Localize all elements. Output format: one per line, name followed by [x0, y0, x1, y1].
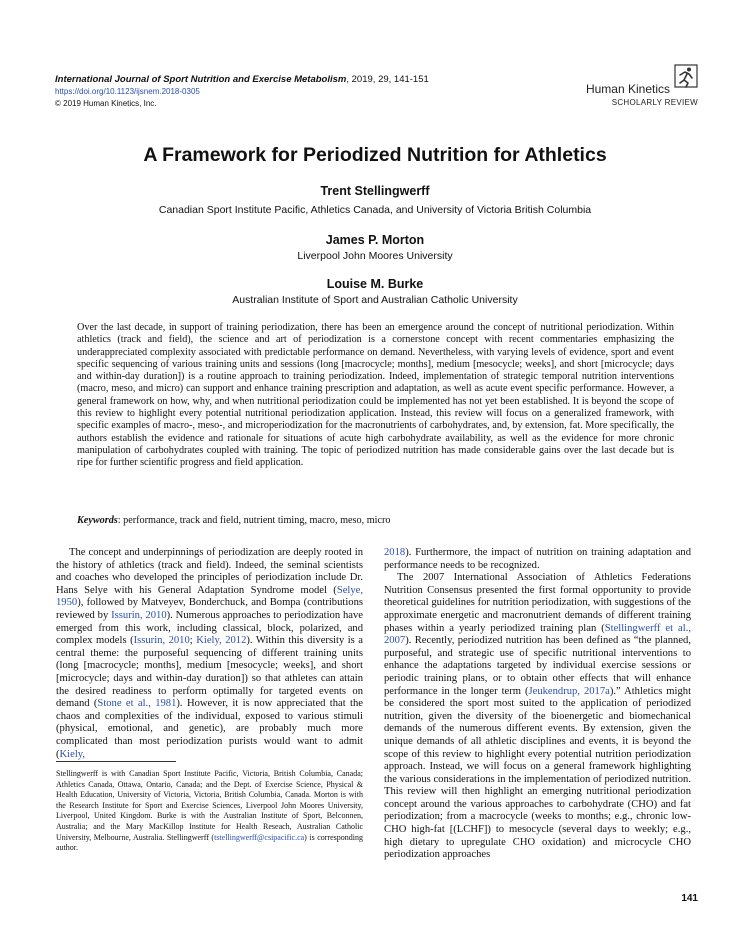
- author-affiliation: Liverpool John Moores University: [297, 250, 453, 262]
- text-run: ), followed by Matveyev, Bonderchuck, and Bompa (contributions reviewed by: [56, 597, 363, 621]
- author-affiliation: Canadian Sport Institute Pacific, Athletics Canada, and University of Victoria British Columbia: [158, 204, 592, 216]
- citation-link[interactable]: Kiely,: [59, 748, 86, 760]
- citation-link[interactable]: Stellingwerff et al., 2007: [384, 622, 691, 647]
- keywords-text: : performance, track and field, nutrient timing, macro, meso, micro: [117, 515, 391, 526]
- text-run: ). However, it is now appreciated that the chaos and complexities of the individual, exposed to various stimuli (physical, emotional, and genetic), are probably much more complicated than most periodization purists would want to admit (: [56, 698, 363, 760]
- citation-link[interactable]: Jeukendrup, 2017a: [528, 685, 610, 697]
- body-paragraph: [384, 547, 691, 572]
- citation-link[interactable]: 2018: [384, 547, 406, 558]
- body-paragraph: [56, 547, 363, 761]
- text-run: ). Recently, periodized nutrition has been defined as “the planned, purposeful, and strategic use of specific nutritional interventions to enhance the adaptations targeted by individual exercise sessions or periodic training plans, or to obtain other effects that will enhance performance in the longer term (: [384, 635, 691, 697]
- citation-link[interactable]: Selye, 1950: [56, 584, 363, 609]
- doi-link[interactable]: https://doi.org/10.1123/ijsnem.2018-0305: [55, 87, 200, 96]
- body-paragraph: [384, 572, 691, 862]
- keywords: [77, 515, 674, 526]
- author-name: James P. Morton: [325, 233, 425, 247]
- citation-link[interactable]: Issurin, 2010: [111, 609, 167, 621]
- footnote-rule: [56, 761, 176, 762]
- text-run: ) is corresponding author.: [56, 832, 363, 853]
- publisher-name: Human Kinetics: [585, 82, 670, 96]
- text-run: ). Numerous approaches to periodization have emerged from this work, including classical, block, polarized, and complex models (: [56, 609, 363, 647]
- citation-link[interactable]: Kiely, 2012: [196, 635, 247, 647]
- citation-link[interactable]: tstellingwerff@csipacific.ca: [214, 832, 305, 842]
- text-run: The concept and underpinnings of periodization are deeply rooted in the history of athletics (track and field). Indeed, the seminal scientists and coaches who developed the principles of periodization include Dr. Hans Selye with his General Adaptation Syndrome model (: [56, 547, 363, 596]
- text-run: ;: [189, 635, 197, 647]
- journal-volume: , 2019, 29, 141-151: [346, 74, 429, 85]
- abstract: Over the last decade, in support of training periodization, there has been an emergence around the concept of nutritional periodization. Within athletics (track and field), the science and art of periodization is a cornerstone concept with recent commentaries emphasizing the underappreciated complexity associated with predictable performance on demand. Nevertheless, with varying levels of evidence, sport and event specific sequencing of various training units and sessions (long [macrocycle; months], medium [mesocycle; weeks], and short [microcycle; days and within-day duration]) is a routine approach to training periodization. Indeed, implementation of strategic temporal nutrition interventions (macro, meso, and micro) can support and enhance training prescription and adaptation, as well as acute event specific performance. However, a general framework on how, why, and when nutritional periodization could be implemented has not yet been established. It is beyond the scope of this review to highlight every potential nutritional periodization application. Instead, this review will focus on a generalized framework, with specific examples of macro-, meso-, and microperiodization for the macronutrients of carbohydrates, and, by extension, fat. More specifically, the authors establish the evidence and rationale for situations of acute high carbohydrate availability, as well as the evidence for more chronic manipulation of carbohydrates coupled with training. The topic of periodized nutrition has made considerable gains over the last decade but is ripe for further scientific progress and field application.: [77, 322, 674, 469]
- journal-header: [55, 74, 429, 110]
- runner-logo-icon: [674, 64, 698, 94]
- page-number: 141: [681, 893, 698, 904]
- body-column-right: [384, 547, 691, 862]
- text-run: ). Within this diversity is a central theme: the purposeful sequencing of different training units (long [macrocycle; months], medium [mesocycle; weeks], and short [microcycle; days and within-day duration]) so that athletes can attain the desired readiness to perform optimally for targeted events on demand (: [56, 635, 364, 710]
- section-label: SCHOLARLY REVIEW: [611, 98, 698, 107]
- author-footnote: [56, 769, 363, 854]
- text-run: The 2007 International Association of Athletics Federations Nutrition Consensus presented the first formal opportunity to provide theoretical guidelines for nutrition periodization, with suggestions of the approximate energetic and macronutrient demands of different training phases within a yearly periodized training plan (: [384, 572, 691, 634]
- journal-title: International Journal of Sport Nutrition and Exercise Metabolism: [55, 74, 347, 85]
- text-run: ).” Athletics might be considered the sport most suited to the application of periodized nutrition, given the diversity of the bioenergetic and biomechanical demands of the numerous different events. By extension, given the unique demands of all athletic disciplines and events, it is beyond the scope of this review to highlight every potential nutrition periodization approach. Instead, we will focus on a general framework highlighting the various considerations in the implementation of periodized nutrition. This review will then highlight an emerging nutritional periodization concept around the various approaches to carbohydrate (CHO) and fat periodization; from a macrocycle (weeks to months; e.g., chronic low-CHO high-fat [(LCHF]) to mesocycle (several days to weekly; e.g., high dietary to upregulate CHO oxidation) and microcycle CHO periodization approaches: [384, 685, 692, 861]
- body-column-left: [56, 547, 363, 761]
- citation-link[interactable]: Issurin, 2010: [133, 635, 190, 647]
- text-run: Stellingwerff is with Canadian Sport Institute Pacific, Victoria, British Columbia, Canada; Athletics Canada, Ottawa, Ontario, Canada; and the Dept. of Exercise Science, Physical & Health Education, University of Victoria, Victoria, British Columbia, Canada. Morton is with the Research Institute for Sport and Exercise Sciences, Liverpool John Moores University, Liverpool, United Kingdom. Burke is with the Australian Institute of Sport, Belconnen, Australia; and the Mary MacKillop Institute for Health Reseach, Australian Catholic University, Melbourne, Australia. Stellingwerff (: [56, 769, 363, 842]
- copyright: © 2019 Human Kinetics, Inc.: [55, 99, 157, 108]
- author-name: Trent Stellingwerff: [320, 184, 430, 198]
- journal-citation: [55, 74, 429, 86]
- article-title: A Framework for Periodized Nutrition for Athletics: [143, 144, 607, 166]
- author-name: Louise M. Burke: [326, 277, 424, 291]
- author-affiliation: Australian Institute of Sport and Australian Catholic University: [232, 294, 518, 306]
- text-run: ). Furthermore, the impact of nutrition on training adaptation and performance needs to be recognized.: [384, 547, 691, 571]
- citation-link[interactable]: Stone et al., 1981: [97, 698, 177, 710]
- keywords-label: Keywords: [77, 515, 118, 526]
